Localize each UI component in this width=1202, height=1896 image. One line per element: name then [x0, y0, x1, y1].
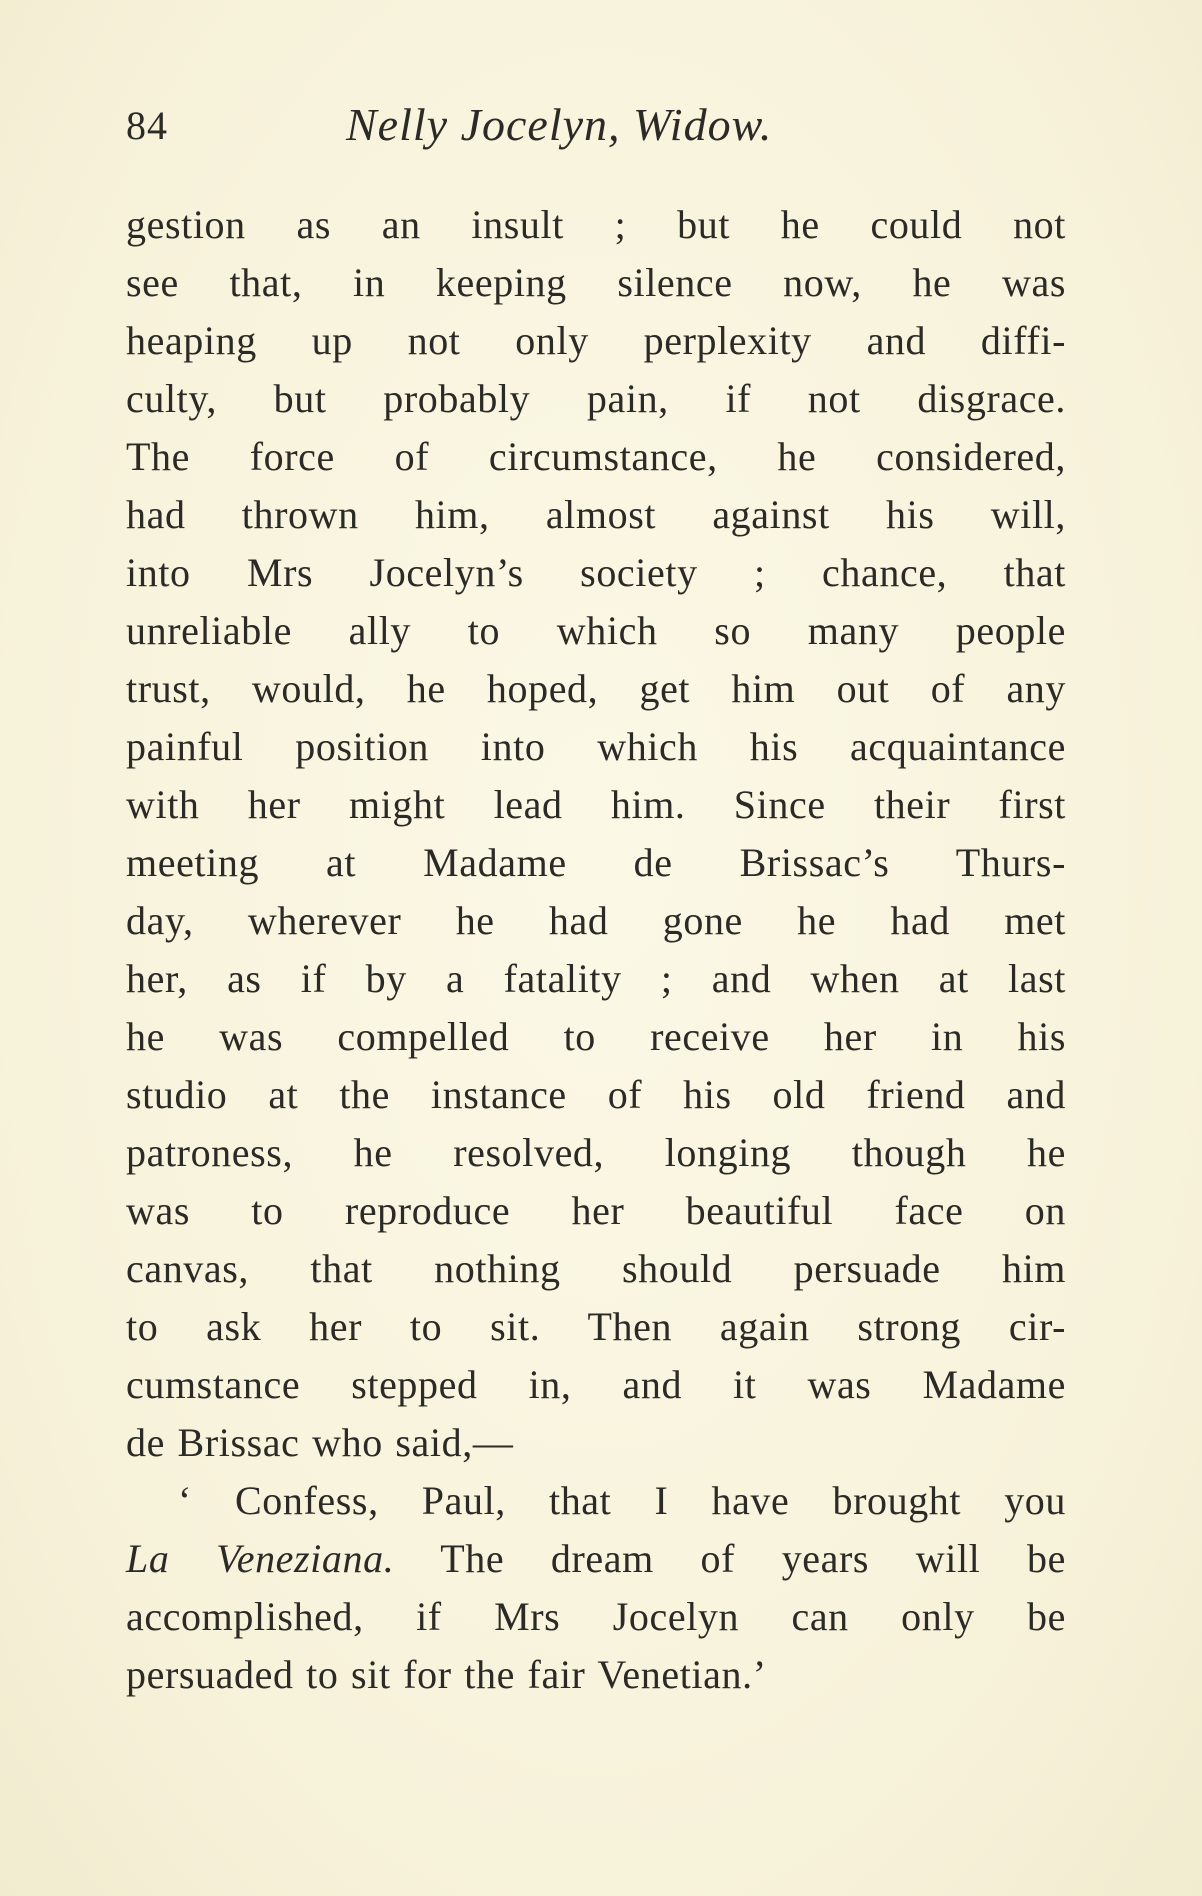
text-line: her, as if by a fatality ; and when at last: [126, 956, 1066, 1001]
text-line: meeting at Madame de Brissac’s Thurs-: [126, 840, 1066, 885]
text-line: gestion as an insult ; but he could not: [126, 202, 1066, 247]
text-line-italic-title: [126, 1530, 1066, 1588]
text-line: The force of circumstance, he considered,: [126, 434, 1066, 479]
italic-title: La Veneziana.: [126, 1536, 395, 1581]
text-line: day, wherever he had gone he had met: [126, 898, 1066, 943]
text-line: patroness, he resolved, longing though he: [126, 1130, 1066, 1175]
text-line: with her might lead him. Since their first: [126, 782, 1066, 827]
text-line: had thrown him, almost against his will,: [126, 492, 1066, 537]
text-line: he was compelled to receive her in his: [126, 1014, 1066, 1059]
page-number: 84: [126, 103, 168, 148]
text-line-quote-start: ‘ Confess, Paul, that I have brought you: [178, 1478, 1066, 1523]
text-line: into Mrs Jocelyn’s society ; chance, that: [126, 550, 1066, 595]
text-line-rest: The dream of years will be: [394, 1536, 1067, 1581]
text-line: to ask her to sit. Then again strong cir-: [126, 1304, 1066, 1349]
text-line: persuaded to sit for the fair Venetian.’: [126, 1652, 767, 1697]
text-line: was to reproduce her beautiful face on: [126, 1188, 1066, 1233]
body-text: [126, 196, 1066, 1704]
text-line: cumstance stepped in, and it was Madame: [126, 1362, 1066, 1407]
text-line: see that, in keeping silence now, he was: [126, 260, 1066, 305]
page-header: [126, 98, 1076, 158]
text-line: heaping up not only perplexity and diffi-: [126, 318, 1066, 363]
text-line: unreliable ally to which so many people: [126, 608, 1066, 653]
text-line: de Brissac who said,—: [126, 1420, 514, 1465]
text-line: trust, would, he hoped, get him out of any: [126, 666, 1066, 711]
text-line: canvas, that nothing should persuade him: [126, 1246, 1066, 1291]
running-title: Nelly Jocelyn, Widow.: [346, 99, 773, 150]
text-line: culty, but probably pain, if not disgrace.: [126, 376, 1066, 421]
text-line: studio at the instance of his old friend and: [126, 1072, 1066, 1117]
text-line: painful position into which his acquaintance: [126, 724, 1066, 769]
text-line: accomplished, if Mrs Jocelyn can only be: [126, 1594, 1066, 1639]
